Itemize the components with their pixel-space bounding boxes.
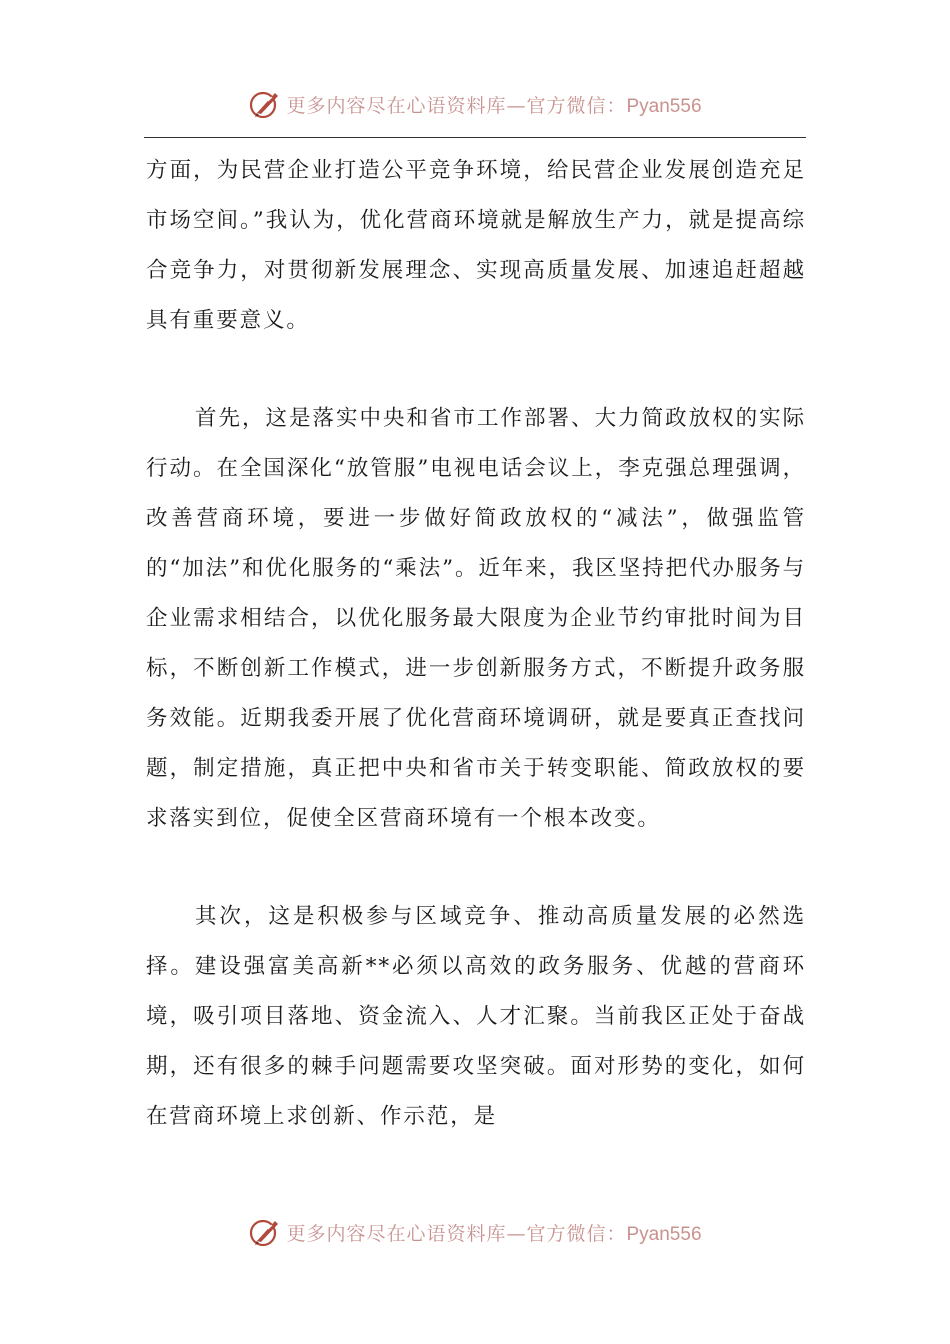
paragraph-gap <box>146 346 806 394</box>
banner-text <box>286 91 701 118</box>
paragraph-first-point: 首先，这是落实中央和省市工作部署、大力简政放权的实际行动。在全国深化“放管服”电视电话会议上，李克强总理强调，改善营商环境，要进一步做好简政放权的“减法”，做强监管的“加法”和优化服务的“乘法”。近年来，我区坚持把代办服务与企业需求相结合，以优化服务最大限度为企业节约审批时间为目标，不断创新工作模式，进一步创新服务方式，不断提升政务服务效能。近期我委开展了优化营商环境调研，就是要真正查找问题，制定措施，真正把中央和省市关于转变职能、简政放权的要求落实到位，促使全区营商环境有一个根本改变。 <box>146 406 806 831</box>
quill-logo-icon <box>248 87 282 121</box>
paragraph-second-point: 其次，这是积极参与区域竞争、推动高质量发展的必然选择。建设强富美高新**必须以高效的政务服务、优越的营商环境，吸引项目落地、资金流入、人才汇聚。当前我区正处于奋战期，还有很多的棘手问题需要攻坚突破。面对形势的变化，如何在营商环境上求创新、作示范，是 <box>146 904 806 1129</box>
wechat-id: Pyan556 <box>626 1223 702 1245</box>
paragraph-continuation: 方面，为民营企业打造公平竞争环境，给民营企业发展创造充足市场空间。”我认为，优化营商环境就是解放生产力，就是提高综合竞争力，对贯彻新发展理念、实现高质量发展、加速追赶超越具有重要意义。 <box>146 158 806 333</box>
banner-cn-text: 更多内容尽在心语资料库—官方微信： <box>286 94 627 117</box>
banner-text <box>286 1219 701 1246</box>
footer-banner <box>0 1212 950 1252</box>
paragraph-gap <box>146 844 806 892</box>
quill-logo-icon <box>248 1215 282 1249</box>
wechat-id: Pyan556 <box>626 95 702 117</box>
document-body <box>146 146 806 1142</box>
header-banner <box>0 84 950 124</box>
header-divider <box>144 137 806 138</box>
banner-cn-text: 更多内容尽在心语资料库—官方微信： <box>286 1222 627 1245</box>
